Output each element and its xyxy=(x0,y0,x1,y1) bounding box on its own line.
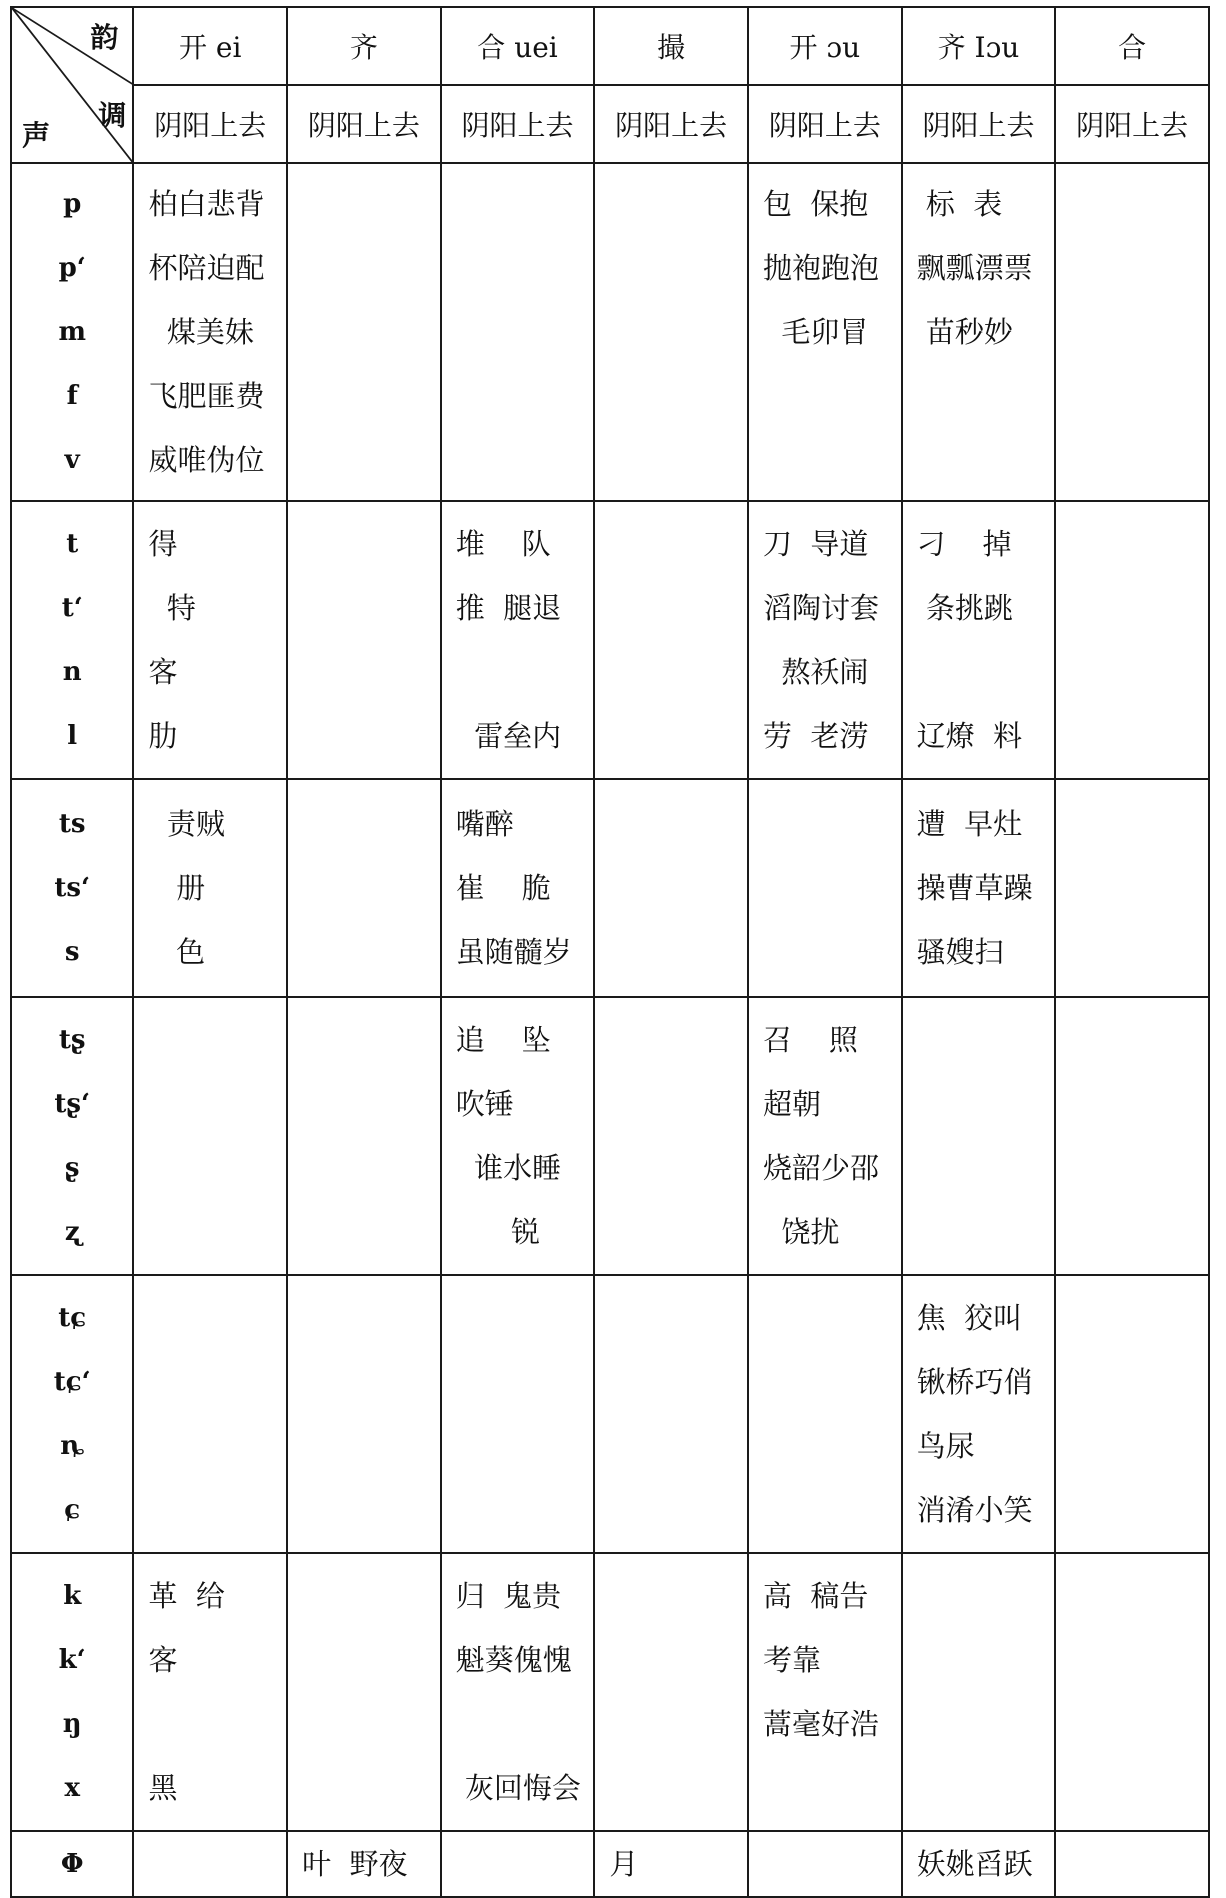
character-line xyxy=(609,1628,747,1692)
character-line: 归 鬼贵 xyxy=(455,1579,562,1613)
character-line xyxy=(917,1692,1055,1756)
character-line xyxy=(917,640,1055,704)
syllable-cell xyxy=(441,1553,595,1831)
character-line xyxy=(1070,920,1208,984)
column-header-2: 齐 xyxy=(287,7,441,85)
character-line xyxy=(609,1136,747,1200)
character-line xyxy=(456,428,594,492)
character-line xyxy=(609,1008,747,1072)
character-line xyxy=(917,1072,1055,1136)
character-line xyxy=(148,1200,286,1264)
syllable-cell xyxy=(902,779,1056,997)
syllable-cell xyxy=(287,779,441,997)
character-line: 崔 脆 xyxy=(455,871,551,905)
character-line xyxy=(456,1350,594,1414)
syllable-cell xyxy=(594,997,748,1275)
initial-group-row xyxy=(11,501,1209,779)
character-line xyxy=(456,364,594,428)
character-line: 追 坠 xyxy=(455,1023,551,1057)
initial-consonant: ȵ xyxy=(60,1431,85,1461)
character-line xyxy=(1070,640,1208,704)
initial-consonant: n xyxy=(62,657,82,687)
character-line xyxy=(609,1350,747,1414)
character-line: 叶 野夜 xyxy=(302,1847,408,1881)
character-line: 肋 xyxy=(148,719,178,753)
character-line xyxy=(609,1564,747,1628)
initials-cell xyxy=(11,1275,133,1553)
initial-group-row xyxy=(11,1831,1209,1897)
character-line xyxy=(1070,792,1208,856)
character-line xyxy=(302,1414,440,1478)
character-line xyxy=(917,364,1055,428)
character-line xyxy=(1070,236,1208,300)
syllable-cell xyxy=(902,997,1056,1275)
character-line xyxy=(302,364,440,428)
character-line: 毛卯冒 xyxy=(763,315,869,349)
character-line xyxy=(1070,1008,1208,1072)
character-line xyxy=(1070,856,1208,920)
character-line xyxy=(302,792,440,856)
syllable-cell xyxy=(748,163,902,501)
syllable-cell xyxy=(133,1553,287,1831)
character-line: 熬袄闹 xyxy=(763,655,869,689)
character-line xyxy=(302,1136,440,1200)
initial-consonant: pʻ xyxy=(58,253,86,283)
initial-consonant: tɕʻ xyxy=(53,1367,91,1397)
character-line xyxy=(609,856,747,920)
character-line: 滔陶讨套 xyxy=(763,591,880,625)
character-line: 锐 xyxy=(455,1215,541,1249)
character-line xyxy=(609,364,747,428)
syllable-cell xyxy=(287,1831,441,1897)
character-line: 骚嫂扫 xyxy=(916,935,1004,969)
initial-consonant: p xyxy=(63,189,82,219)
character-line xyxy=(917,1756,1055,1820)
character-line xyxy=(1070,1692,1208,1756)
character-line xyxy=(763,1832,901,1896)
character-line: 堆 队 xyxy=(455,527,551,561)
character-line xyxy=(609,640,747,704)
syllable-cell xyxy=(1055,1275,1209,1553)
initial-consonant: tʂʻ xyxy=(54,1089,91,1119)
character-line: 魁葵傀愧 xyxy=(455,1643,572,1677)
character-line: 劳 老涝 xyxy=(763,719,869,753)
character-line xyxy=(609,1414,747,1478)
initial-consonant: s xyxy=(64,937,80,967)
character-line: 高 稿告 xyxy=(763,1579,869,1613)
character-line: 灰回悔会 xyxy=(455,1771,581,1805)
initial-consonant: tʻ xyxy=(61,593,83,623)
syllable-cell xyxy=(441,501,595,779)
character-line xyxy=(302,576,440,640)
character-line xyxy=(1070,704,1208,768)
character-line xyxy=(609,512,747,576)
syllable-cell xyxy=(133,501,287,779)
initial-consonant: ʂ xyxy=(64,1153,80,1183)
syllable-cell xyxy=(287,997,441,1275)
character-line xyxy=(763,920,901,984)
character-line xyxy=(1070,1286,1208,1350)
character-line xyxy=(302,172,440,236)
character-line: 革 给 xyxy=(148,1579,225,1613)
syllable-cell xyxy=(902,1275,1056,1553)
initials-cell xyxy=(11,997,133,1275)
character-line xyxy=(609,428,747,492)
initial-consonant: tɕ xyxy=(58,1303,87,1333)
column-header-6: 齐 Iɔu xyxy=(902,7,1056,85)
character-line: 客 xyxy=(148,1643,178,1677)
character-line: 谁水睡 xyxy=(455,1151,562,1185)
syllable-cell xyxy=(748,1831,902,1897)
character-line xyxy=(302,1072,440,1136)
character-line xyxy=(302,1628,440,1692)
column-header-4: 撮 xyxy=(594,7,748,85)
syllable-cell xyxy=(287,1275,441,1553)
character-line: 月 xyxy=(609,1847,639,1881)
character-line: 操曹草躁 xyxy=(916,871,1033,905)
column-header-3: 合 uei xyxy=(441,7,595,85)
character-line xyxy=(302,856,440,920)
syllable-cell xyxy=(133,163,287,501)
character-line xyxy=(1070,576,1208,640)
syllable-cell xyxy=(594,1275,748,1553)
character-line: 锹桥巧俏 xyxy=(916,1365,1033,1399)
character-line xyxy=(302,640,440,704)
syllable-cell xyxy=(1055,163,1209,501)
syllable-cell xyxy=(748,779,902,997)
character-line: 蒿毫好浩 xyxy=(763,1707,880,1741)
initial-group-row xyxy=(11,1275,1209,1553)
character-line xyxy=(1070,1136,1208,1200)
character-line xyxy=(456,1414,594,1478)
character-line xyxy=(763,364,901,428)
character-line xyxy=(1070,364,1208,428)
character-line xyxy=(763,1756,901,1820)
character-line: 召 照 xyxy=(763,1023,858,1057)
character-line xyxy=(917,1628,1055,1692)
character-line xyxy=(1070,300,1208,364)
syllable-table xyxy=(10,6,1210,1898)
character-line: 遭 早灶 xyxy=(916,807,1023,841)
syllable-cell xyxy=(287,163,441,501)
tone-header: 阴阳上去 xyxy=(287,85,441,163)
character-line xyxy=(302,1692,440,1756)
character-line xyxy=(917,1200,1055,1264)
character-line: 色 xyxy=(148,935,206,969)
syllable-cell xyxy=(441,163,595,501)
character-line: 特 xyxy=(148,591,196,625)
character-line xyxy=(302,236,440,300)
character-line xyxy=(917,428,1055,492)
syllable-cell xyxy=(133,1831,287,1897)
syllable-cell xyxy=(287,1553,441,1831)
character-line xyxy=(148,1072,286,1136)
character-line: 得 xyxy=(148,527,178,561)
character-line xyxy=(456,172,594,236)
syllable-cell xyxy=(133,779,287,997)
character-line xyxy=(302,1756,440,1820)
character-line xyxy=(609,792,747,856)
syllable-cell xyxy=(1055,1553,1209,1831)
tone-header: 阴阳上去 xyxy=(1055,85,1209,163)
syllable-cell xyxy=(1055,1831,1209,1897)
character-line xyxy=(609,1692,747,1756)
character-line xyxy=(456,1832,594,1896)
character-line xyxy=(609,1286,747,1350)
character-line: 标 表 xyxy=(916,187,1003,221)
character-line xyxy=(763,1414,901,1478)
tone-header: 阴阳上去 xyxy=(748,85,902,163)
character-line xyxy=(456,640,594,704)
initials-cell xyxy=(11,501,133,779)
initial-consonant: tʂ xyxy=(58,1025,86,1055)
character-line xyxy=(1070,1414,1208,1478)
character-line xyxy=(148,1692,286,1756)
syllable-cell xyxy=(594,1553,748,1831)
initial-consonant: tsʻ xyxy=(54,873,91,903)
initial-consonant: f xyxy=(66,381,78,411)
corner-label-yun: 韵 xyxy=(90,21,119,54)
character-line xyxy=(1070,1200,1208,1264)
character-line xyxy=(1070,1564,1208,1628)
character-line xyxy=(1070,1350,1208,1414)
initial-consonant: ɕ xyxy=(64,1495,81,1525)
initial-consonant: l xyxy=(67,721,78,751)
character-line: 烧韶少邵 xyxy=(763,1151,880,1185)
initials-cell xyxy=(11,163,133,501)
character-line xyxy=(763,1286,901,1350)
syllable-cell xyxy=(748,1275,902,1553)
character-line xyxy=(609,704,747,768)
initial-group-row xyxy=(11,163,1209,501)
character-line xyxy=(302,428,440,492)
syllable-cell xyxy=(594,501,748,779)
character-line xyxy=(1070,1628,1208,1692)
character-line: 鸟尿 xyxy=(916,1429,975,1463)
initials-cell xyxy=(11,779,133,997)
syllable-cell xyxy=(748,501,902,779)
character-line xyxy=(302,1008,440,1072)
syllable-cell xyxy=(133,1275,287,1553)
character-line: 煤美妹 xyxy=(148,315,254,349)
character-line xyxy=(456,300,594,364)
character-line xyxy=(917,1008,1055,1072)
syllable-cell xyxy=(748,1553,902,1831)
syllable-cell xyxy=(594,779,748,997)
character-line: 虽随髓岁 xyxy=(455,935,572,969)
character-line xyxy=(917,1136,1055,1200)
character-line: 条挑跳 xyxy=(916,591,1013,625)
column-header-7: 合 xyxy=(1055,7,1209,85)
character-line xyxy=(1070,428,1208,492)
syllable-cell xyxy=(133,997,287,1275)
syllable-cell xyxy=(1055,501,1209,779)
character-line xyxy=(302,1564,440,1628)
character-line: 吹锤 xyxy=(455,1087,514,1121)
character-line: 抛袍跑泡 xyxy=(763,251,880,285)
character-line xyxy=(763,1478,901,1542)
syllable-cell xyxy=(1055,779,1209,997)
syllable-cell xyxy=(441,1831,595,1897)
character-line: 雷垒内 xyxy=(455,719,562,753)
character-line xyxy=(148,1350,286,1414)
syllable-cell xyxy=(441,997,595,1275)
initials-cell xyxy=(11,1553,133,1831)
character-line: 杯陪迫配 xyxy=(148,251,265,285)
character-line xyxy=(763,1350,901,1414)
syllable-cell xyxy=(441,1275,595,1553)
character-line xyxy=(456,1478,594,1542)
character-line xyxy=(148,1136,286,1200)
tone-header: 阴阳上去 xyxy=(133,85,287,163)
character-line xyxy=(148,1414,286,1478)
character-line: 饶扰 xyxy=(763,1215,840,1249)
character-line xyxy=(917,1564,1055,1628)
initial-consonant: ʐ xyxy=(64,1217,80,1247)
character-line xyxy=(609,1072,747,1136)
character-line: 册 xyxy=(148,871,206,905)
initial-group-row xyxy=(11,779,1209,997)
character-line xyxy=(1070,1478,1208,1542)
character-line: 客 xyxy=(148,655,178,689)
character-line xyxy=(148,1478,286,1542)
syllable-cell xyxy=(594,163,748,501)
column-header-1: 开 ei xyxy=(133,7,287,85)
syllable-cell xyxy=(902,501,1056,779)
character-line: 苗秒妙 xyxy=(916,315,1013,349)
initial-group-row xyxy=(11,997,1209,1275)
character-line: 刁 掉 xyxy=(916,527,1012,561)
character-line: 消淆小笑 xyxy=(916,1493,1033,1527)
syllable-cell xyxy=(902,163,1056,501)
character-line xyxy=(609,236,747,300)
character-line: 刀 导道 xyxy=(763,527,869,561)
character-line xyxy=(1070,1832,1208,1896)
syllable-cell xyxy=(748,997,902,1275)
character-line xyxy=(302,1200,440,1264)
character-line xyxy=(1070,1756,1208,1820)
character-line xyxy=(1070,172,1208,236)
character-line xyxy=(763,428,901,492)
character-line: 威唯伪位 xyxy=(148,443,265,477)
initial-consonant: ts xyxy=(58,809,86,839)
character-line: 考靠 xyxy=(763,1643,822,1677)
character-line: 柏白悲背 xyxy=(148,187,265,221)
character-line xyxy=(148,1832,286,1896)
initial-consonant: ŋ xyxy=(62,1709,82,1739)
syllable-cell xyxy=(1055,997,1209,1275)
character-line xyxy=(456,1692,594,1756)
character-line xyxy=(609,1756,747,1820)
character-line xyxy=(1070,512,1208,576)
character-line xyxy=(302,920,440,984)
tone-header: 阴阳上去 xyxy=(594,85,748,163)
character-line: 推 腿退 xyxy=(455,591,562,625)
character-line: 嘴醉 xyxy=(455,807,514,841)
character-line xyxy=(609,1200,747,1264)
character-line xyxy=(302,1478,440,1542)
character-line: 辽燎 料 xyxy=(916,719,1023,753)
character-line: 妖姚舀跃 xyxy=(916,1847,1033,1881)
character-line xyxy=(302,512,440,576)
corner-label-diao: 调 xyxy=(98,99,127,132)
initials-cell xyxy=(11,1831,133,1897)
character-line xyxy=(763,856,901,920)
syllable-cell xyxy=(287,501,441,779)
character-line xyxy=(609,172,747,236)
character-line xyxy=(302,300,440,364)
character-line: 责贼 xyxy=(148,807,225,841)
corner-header-cell xyxy=(11,7,133,163)
character-line xyxy=(456,1286,594,1350)
character-line xyxy=(148,1008,286,1072)
syllable-cell xyxy=(594,1831,748,1897)
tone-header: 阴阳上去 xyxy=(902,85,1056,163)
character-line: 超朝 xyxy=(763,1087,822,1121)
corner-label-sheng: 声 xyxy=(22,119,51,152)
initial-consonant: v xyxy=(64,445,80,475)
syllable-cell xyxy=(441,779,595,997)
syllable-cell xyxy=(902,1831,1056,1897)
initial-consonant: Φ xyxy=(60,1849,84,1879)
character-line xyxy=(302,704,440,768)
syllable-cell xyxy=(902,1553,1056,1831)
character-line xyxy=(609,576,747,640)
character-line: 包 保抱 xyxy=(763,187,869,221)
initial-consonant: x xyxy=(64,1773,80,1803)
character-line xyxy=(1070,1072,1208,1136)
initial-group-row xyxy=(11,1553,1209,1831)
character-line xyxy=(609,300,747,364)
initial-consonant: kʻ xyxy=(58,1645,86,1675)
initial-consonant: t xyxy=(66,529,79,559)
character-line xyxy=(763,792,901,856)
character-line: 焦 狡叫 xyxy=(916,1301,1023,1335)
character-line: 黑 xyxy=(148,1771,178,1805)
character-line xyxy=(302,1350,440,1414)
character-line xyxy=(609,1478,747,1542)
character-line xyxy=(456,236,594,300)
character-line xyxy=(302,1286,440,1350)
column-header-5: 开 ɔu xyxy=(748,7,902,85)
initial-consonant: m xyxy=(58,317,86,347)
character-line xyxy=(148,1286,286,1350)
character-line xyxy=(609,920,747,984)
character-line: 飘瓢漂票 xyxy=(916,251,1033,285)
initial-consonant: k xyxy=(63,1581,82,1611)
tone-header: 阴阳上去 xyxy=(441,85,595,163)
character-line: 飞肥匪费 xyxy=(148,379,265,413)
